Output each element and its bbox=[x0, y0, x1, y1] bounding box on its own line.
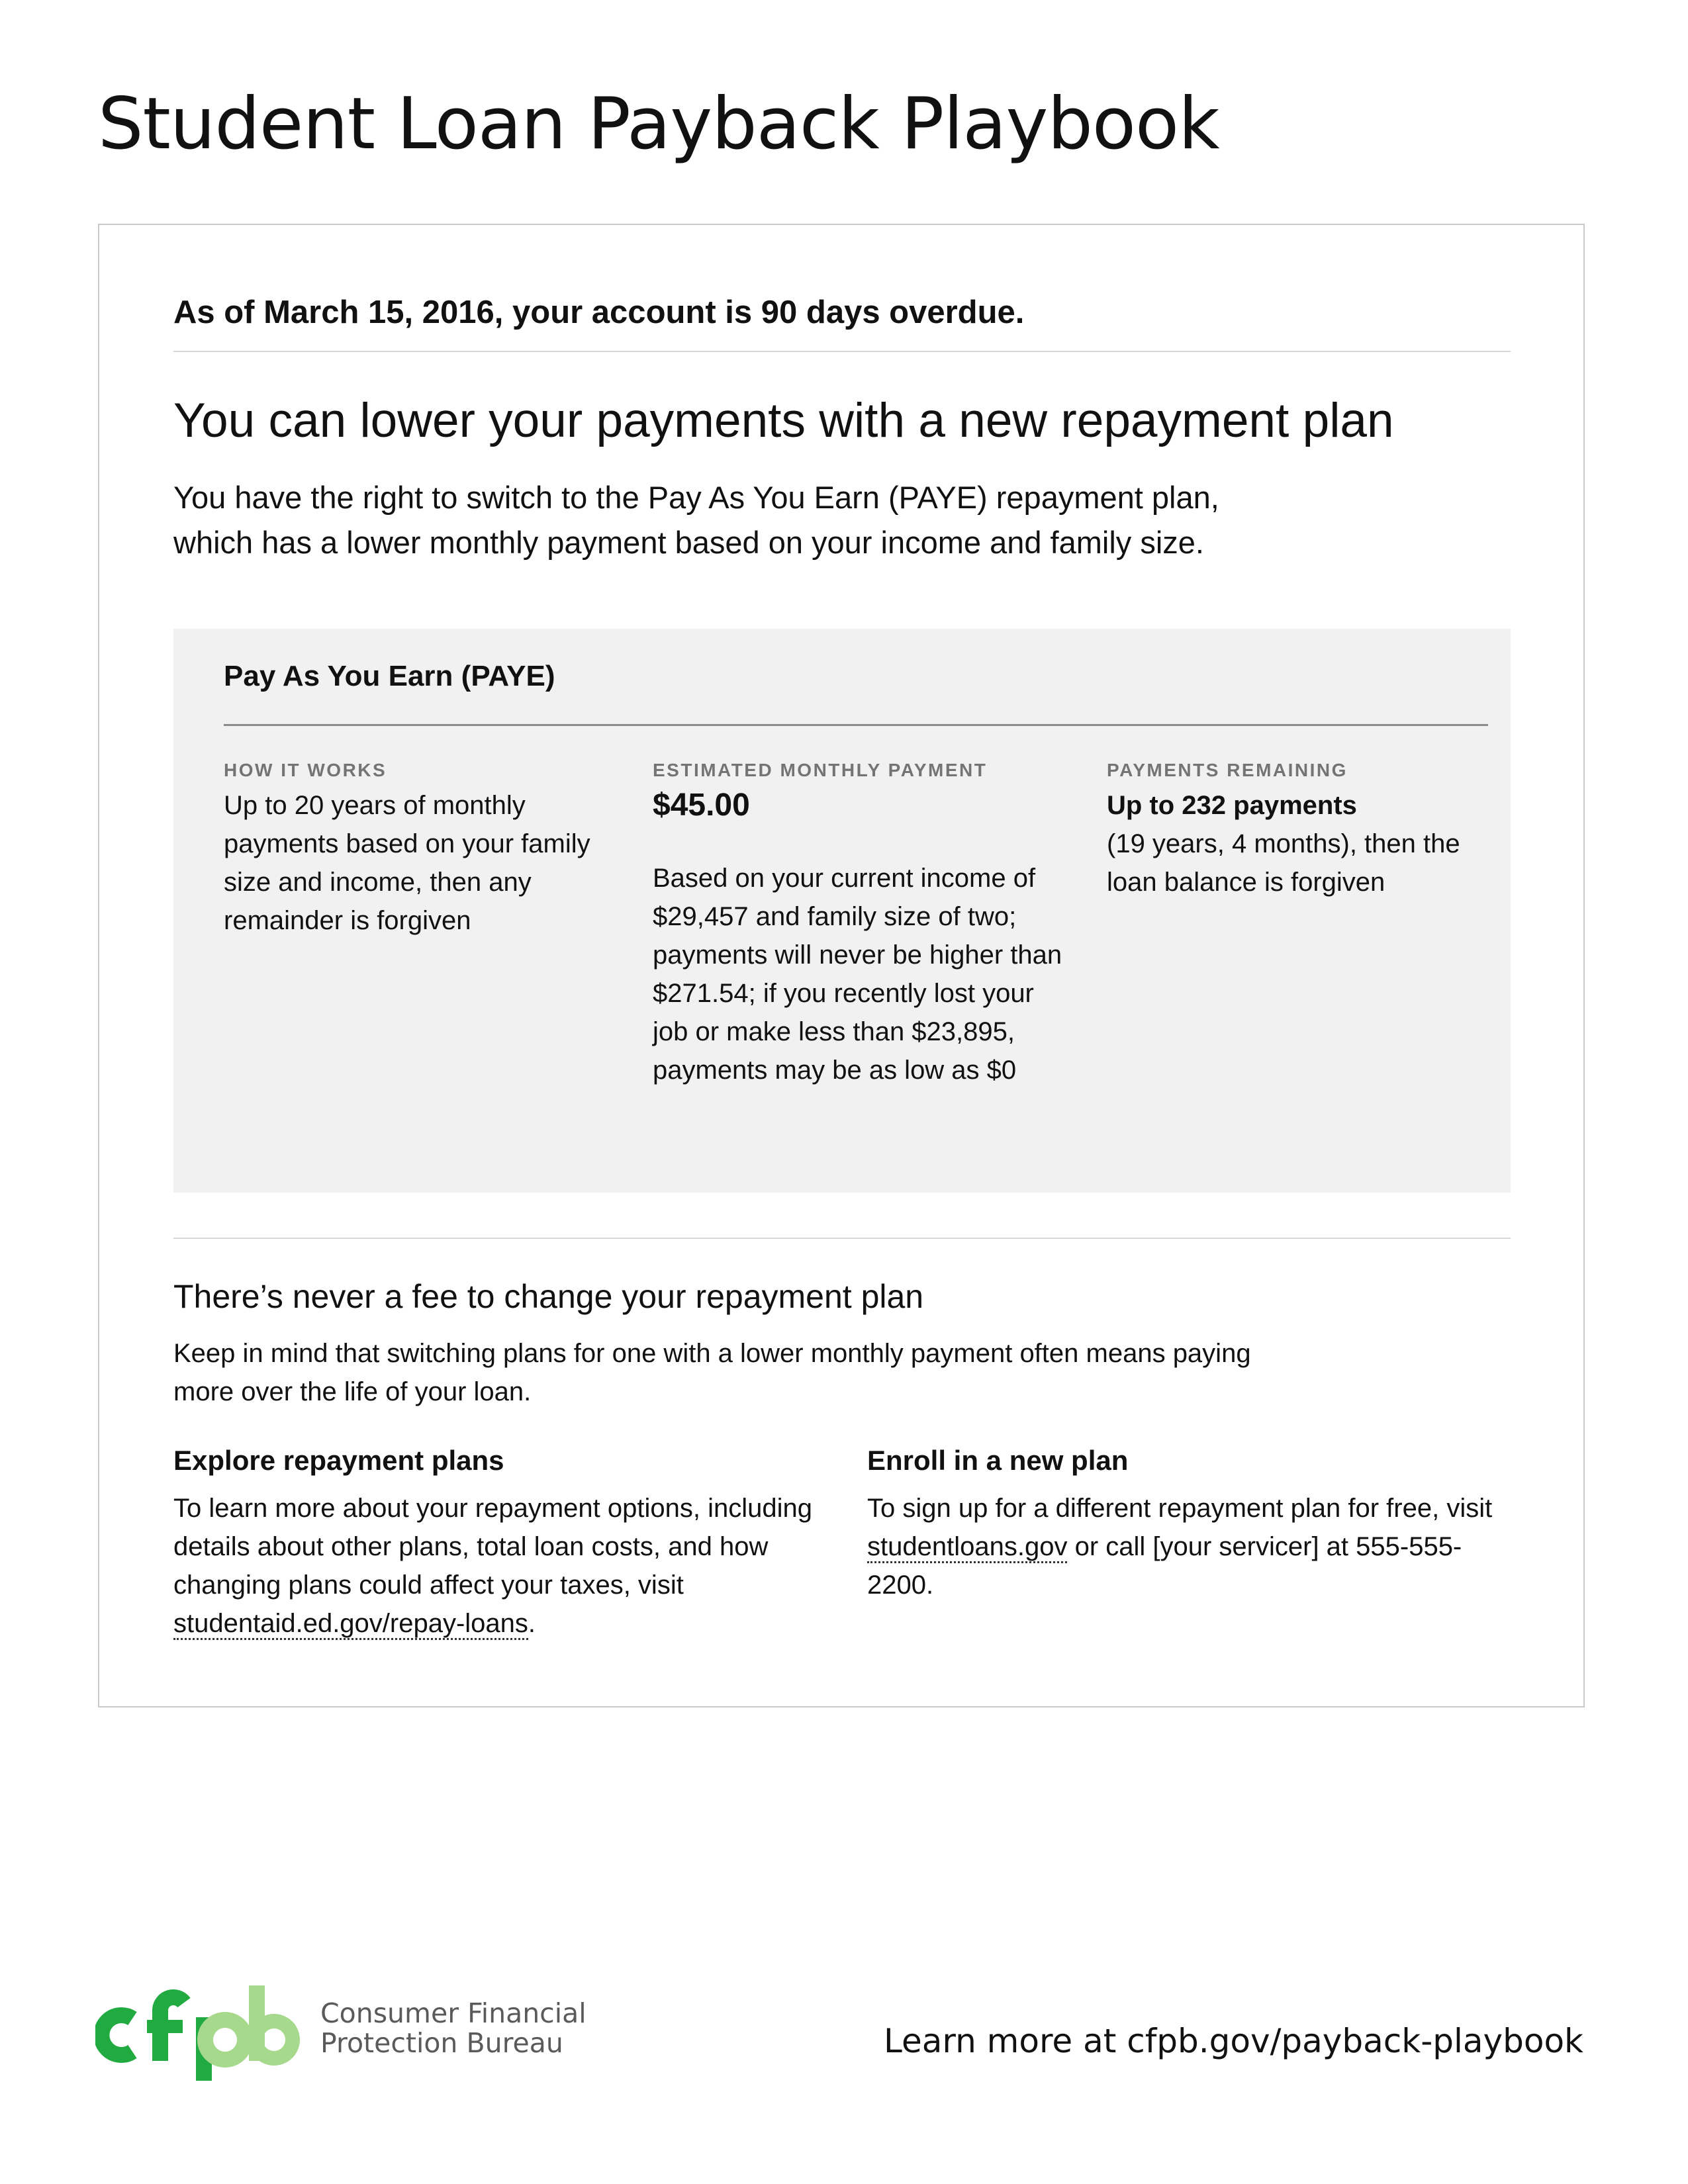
enroll-title: Enroll in a new plan bbox=[867, 1445, 1129, 1476]
enroll-body-start: To sign up for a different repayment plan for free, visit bbox=[867, 1494, 1493, 1523]
enroll-text bbox=[867, 1489, 1516, 1604]
explore-period: . bbox=[528, 1609, 536, 1638]
intro-text bbox=[173, 475, 1471, 565]
learn-more-prefix: Learn more at bbox=[884, 2022, 1127, 2060]
how-it-works-text: Up to 20 years of monthly payments based on your family size and income, then any remainder is forgiven bbox=[224, 791, 590, 935]
explore-section bbox=[173, 1441, 835, 1643]
divider bbox=[173, 351, 1511, 352]
payments-remaining-text: (19 years, 4 months), then the loan balance is forgiven bbox=[1107, 829, 1460, 897]
intro-line-1: You have the right to switch to the Pay As You Earn (PAYE) repayment plan, bbox=[173, 480, 1219, 515]
organization-name bbox=[320, 1999, 586, 2058]
notice-card bbox=[98, 224, 1585, 1707]
learn-more bbox=[884, 2020, 1583, 2062]
divider bbox=[173, 1238, 1511, 1239]
enroll-body-end: or call [your servicer] at 555-555-2200. bbox=[867, 1532, 1462, 1600]
plan-divider bbox=[224, 724, 1488, 726]
fee-text: Keep in mind that switching plans for one with a lower monthly payment often means paying more over the life of your loan. bbox=[173, 1339, 1251, 1406]
plan-title: Pay As You Earn (PAYE) bbox=[224, 660, 555, 692]
estimated-payment-text: Based on your current income of $29,457 and family size of two; payments will never be higher than $271.54; if you recently lost your job or make less than $23,895, payments may be as low as $0 bbox=[653, 864, 1062, 1085]
estimated-payment-column bbox=[653, 757, 1076, 1089]
payments-remaining-count: Up to 232 payments bbox=[1107, 791, 1357, 820]
overdue-alert: As of March 15, 2016, your account is 90 days overdue. bbox=[173, 295, 1025, 330]
intro-line-2: which has a lower monthly payment based on your income and family size. bbox=[173, 525, 1204, 560]
org-line-1: Consumer Financial bbox=[320, 1997, 586, 2029]
explore-body: To learn more about your repayment options, including details about other plans, total loan costs, and how changing plans could affect your taxes, visit bbox=[173, 1494, 812, 1600]
fee-heading: There’s never a fee to change your repayment plan bbox=[173, 1278, 924, 1315]
cfpb-logo bbox=[95, 1983, 301, 2081]
payments-remaining-column bbox=[1107, 757, 1491, 901]
payments-remaining-label: PAYMENTS REMAINING bbox=[1107, 760, 1348, 780]
enroll-section bbox=[867, 1441, 1516, 1604]
cfpb-link[interactable]: cfpb.gov/payback-playbook bbox=[1127, 2022, 1583, 2060]
plan-box bbox=[173, 629, 1511, 1193]
explore-title: Explore repayment plans bbox=[173, 1445, 504, 1476]
org-line-2: Protection Bureau bbox=[320, 2027, 563, 2059]
studentloans-link[interactable]: studentloans.gov bbox=[867, 1532, 1067, 1563]
explore-text bbox=[173, 1489, 835, 1643]
how-it-works-column bbox=[224, 757, 594, 940]
how-it-works-label: HOW IT WORKS bbox=[224, 760, 387, 780]
studentaid-link[interactable]: studentaid.ed.gov/repay-loans bbox=[173, 1609, 528, 1640]
page-title: Student Loan Payback Playbook bbox=[98, 83, 1219, 165]
main-heading: You can lower your payments with a new repayment plan bbox=[173, 394, 1394, 447]
estimated-payment-label: ESTIMATED MONTHLY PAYMENT bbox=[653, 760, 988, 780]
estimated-payment-amount: $45.00 bbox=[653, 788, 750, 823]
